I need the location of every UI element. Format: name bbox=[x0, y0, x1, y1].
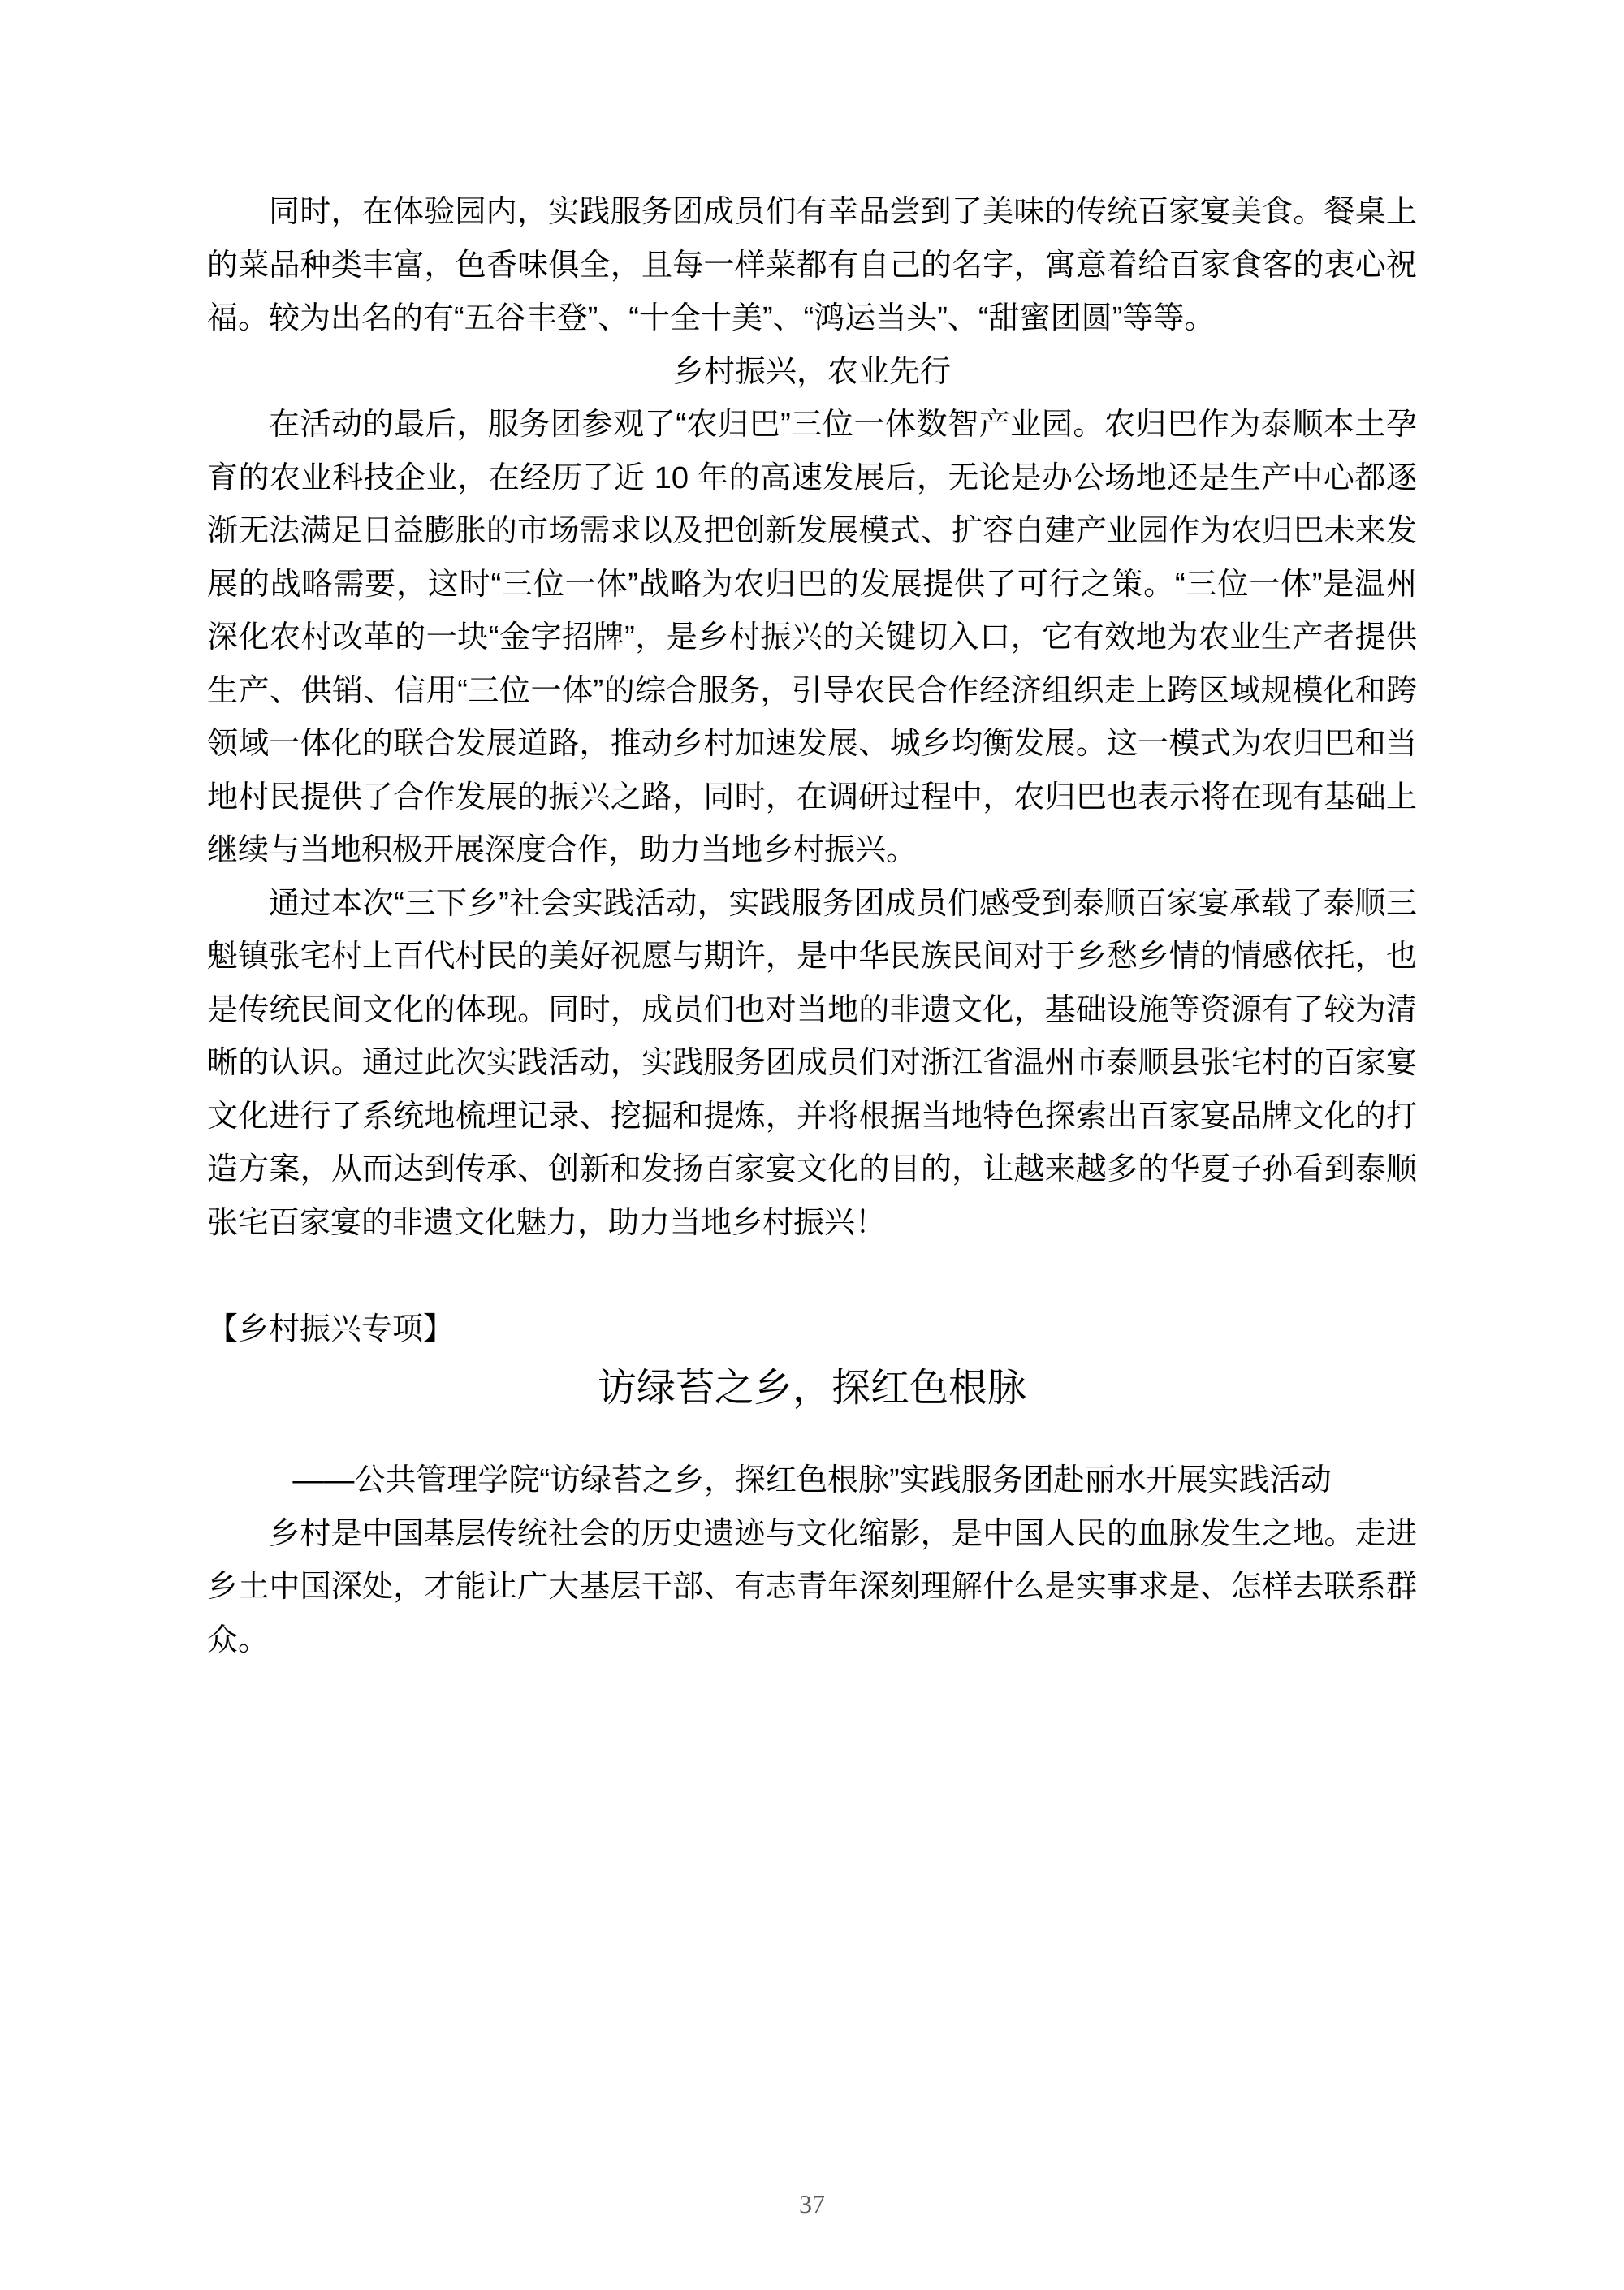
page-number: 37 bbox=[799, 2189, 825, 2219]
paragraph-summary: 通过本次“三下乡”社会实践活动，实践服务团成员们感受到泰顺百家宴承载了泰顺三魁镇张宅村上百代村民的美好祝愿与期许，是中华民族民间对于乡愁乡情的情感依托，也是传统民间文化的体现。同时，成员们也对当地的非遗文化，基础设施等资源有了较为清晰的认识。通过此次实践活动，实践服务团成员们对浙江省温州市泰顺县张宅村的百家宴文化进行了系统地梳理记录、挖掘和提炼，并将根据当地特色探索出百家宴品牌文化的打造方案，从而达到传承、创新和发扬百家宴文化的目的，让越来越多的华夏子孙看到泰顺张宅百家宴的非遗文化魅力，助力当地乡村振兴！ bbox=[207, 886, 1417, 1240]
paragraph-rural-china-intro: 乡村是中国基层传统社会的历史遗迹与文化缩影，是中国人民的血脉发生之地。走进乡土中国深处，才能让广大基层干部、有志青年深刻理解什么是实事求是、怎样去联系群众。 bbox=[207, 1516, 1417, 1657]
paragraph-nongguiba-visit: 在活动的最后，服务团参观了“农归巴”三位一体数智产业园。农归巴作为泰顺本土孕育的农业科技企业，在经历了近 10 年的高速发展后，无论是办公场地还是生产中心都逐渐无法满足日益膨胀的市场需求以及把创新发展模式、扩容自建产业园作为农归巴未来发展的战略需要，这时“三位一体”战略为农归巴的发展提供了可行之策。“三位一体”是温州深化农村改革的一块“金字招牌”，是乡村振兴的关键切入口，它有效地为农业生产者提供生产、供销、信用“三位一体”的综合服务，引导农民合作经济组织走上跨区域规模化和跨领域一体化的联合发展道路，推动乡村加速发展、城乡均衡发展。这一模式为农归巴和当地村民提供了合作发展的振兴之路，同时，在调研过程中，农归巴也表示将在现有基础上继续与当地积极开展深度合作，助力当地乡村振兴。 bbox=[207, 408, 1417, 867]
article-subtitle-public-administration-school: ——公共管理学院“访绿苔之乡，探红色根脉”实践服务团赴丽水开展实践活动 bbox=[292, 1463, 1332, 1497]
section-label-rural-revitalization-project: 【乡村振兴专项】 bbox=[207, 1311, 455, 1346]
paragraph-banquet-food: 同时，在体验园内，实践服务团成员们有幸品尝到了美味的传统百家宴美食。餐桌上的菜品种类丰富，色香味俱全，且每一样菜都有自己的名字，寓意着给百家食客的衷心祝福。较为出名的有“五谷丰登”、“十全十美”、“鸿运当头”、“甜蜜团圆”等等。 bbox=[207, 195, 1417, 335]
article-title-green-moss-red-roots: 访绿苔之乡，探红色根脉 bbox=[597, 1367, 1026, 1410]
page-content bbox=[207, 186, 1417, 1667]
subheading-rural-revitalization-agriculture: 乡村振兴，农业先行 bbox=[672, 354, 951, 389]
